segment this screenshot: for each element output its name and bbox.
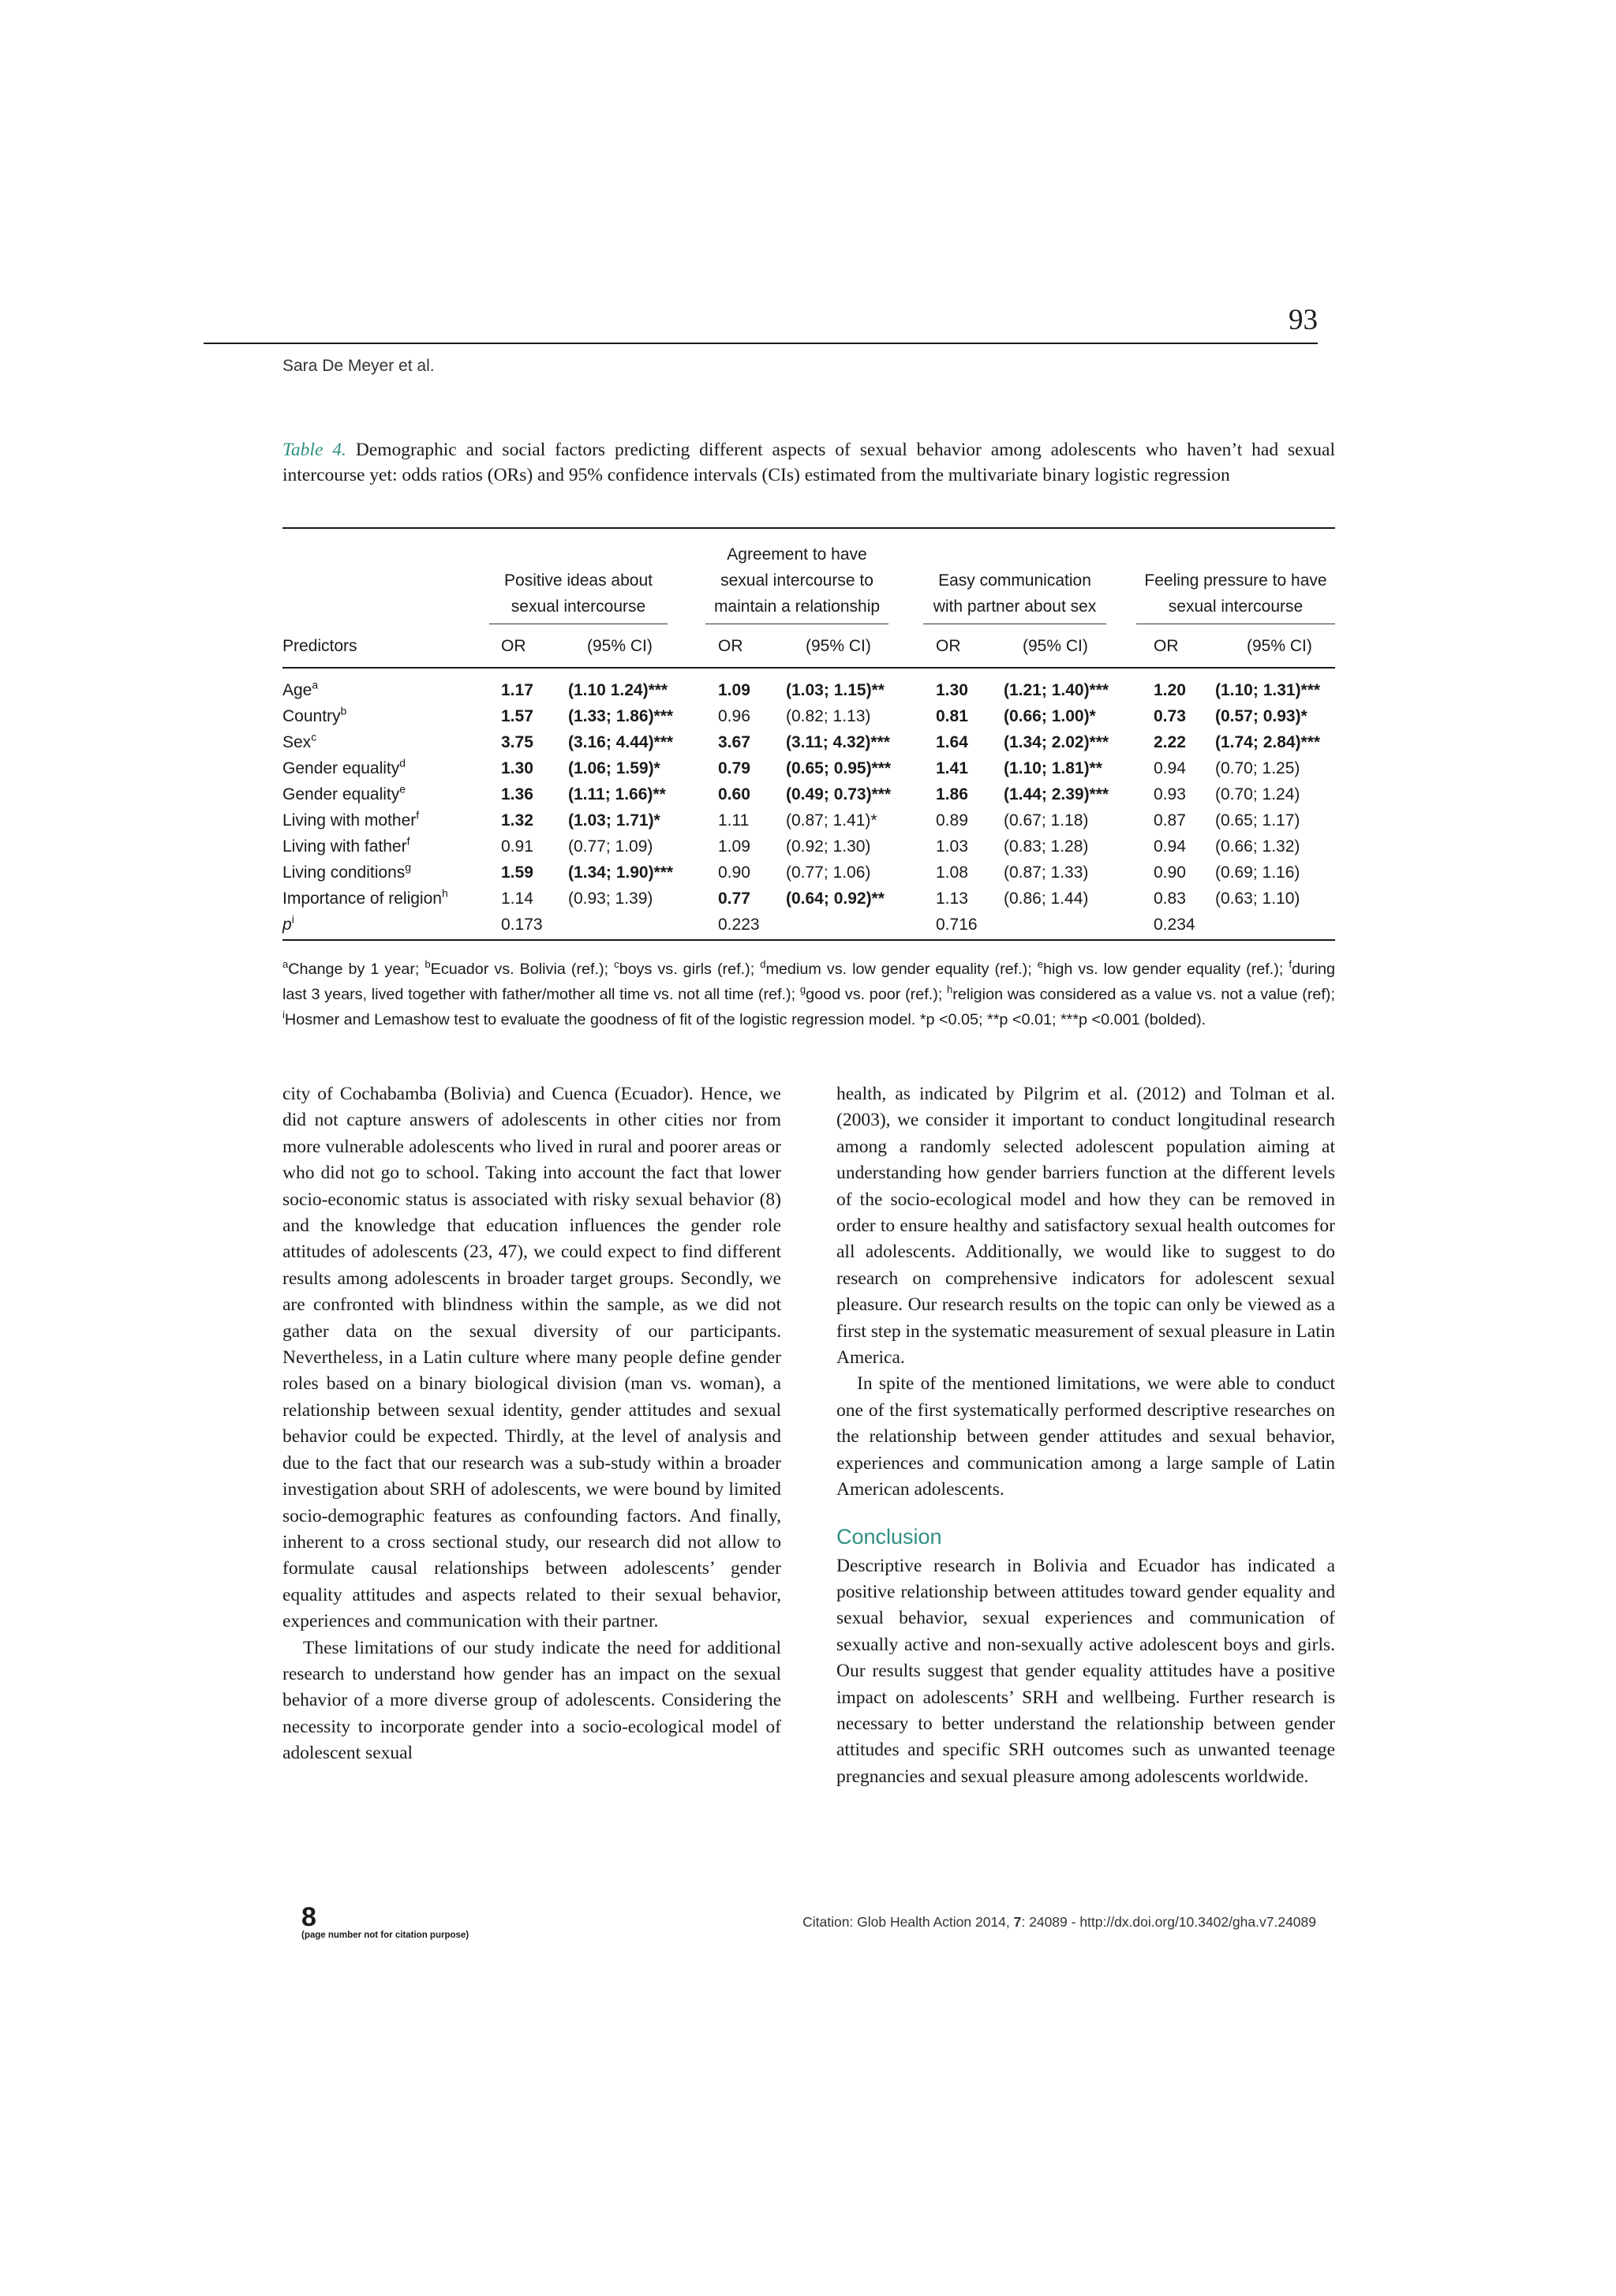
or-value: 1.03 — [936, 837, 968, 856]
table-row — [282, 781, 1335, 807]
predictor-label — [282, 912, 294, 938]
ci-value: (0.86; 1.44) — [1004, 890, 1089, 908]
or-value: 1.14 — [501, 890, 533, 908]
table-row — [282, 677, 1335, 703]
footnote-mark: h — [947, 983, 953, 996]
or-value: 1.17 — [501, 681, 533, 699]
or-value: 0.60 — [718, 785, 750, 803]
conclusion-paragraph: Descriptive research in Bolivia and Ecuador has indicated a positive relationship between attitudes toward gender equality and sexual behavior, sexual experiences and communication of sexually active and non-sexually active adolescent boys and girls. Our results suggest that gender equality attitudes have a positive impact on adolescents’ SRH and wellbeing. Further research is necessary to better understand the relationship between gender attitudes and specific SRH outcomes such as unwanted teenage pregnancies and sexual pleasure among adolescents worldwide. — [836, 1555, 1335, 1787]
group-header-line: maintain a relationship — [713, 597, 881, 616]
column-header-row — [282, 633, 1335, 659]
footnote-text: Change by 1 year; — [288, 961, 425, 978]
footer-citation — [748, 1914, 1316, 1931]
ci-value: (1.06; 1.59)* — [568, 759, 660, 777]
or-value: 3.75 — [501, 733, 533, 751]
ci-value: (0.65; 1.17) — [1215, 811, 1300, 830]
or-value: 1.41 — [936, 759, 968, 777]
table-row — [282, 886, 1335, 912]
group-header-line: sexual intercourse — [1168, 597, 1304, 616]
group-header-pressure — [1136, 541, 1335, 620]
table-caption-text: Demographic and social factors predicting different aspects of sexual behavior among adolescents who haven’t had sexual intercourse yet: odds ratios (ORs) and 95% confidence intervals (CIs) estimated from the multivariate binary logistic regression — [282, 440, 1336, 485]
ci-value: (0.87; 1.41)* — [786, 811, 877, 830]
footnote-mark: b — [425, 958, 431, 971]
or-value: 0.223 — [718, 916, 760, 934]
ci-value: (0.66; 1.32) — [1215, 837, 1300, 856]
group-header-line: Feeling pressure to have — [1144, 571, 1327, 590]
predictor-label — [282, 781, 406, 807]
predictor-label-text: Country — [282, 707, 341, 725]
or-header: OR — [501, 637, 526, 655]
ci-value: (0.67; 1.18) — [1004, 811, 1089, 830]
predictor-footnote-mark: f — [406, 834, 410, 848]
or-value: 0.73 — [1154, 707, 1186, 725]
predictor-label — [282, 729, 316, 755]
or-value: 0.716 — [936, 916, 978, 934]
ci-value: (1.03; 1.15)** — [786, 681, 885, 699]
ci-value: (0.57; 0.93)* — [1215, 707, 1307, 725]
predictor-footnote-mark: d — [399, 756, 406, 770]
ci-header: (95% CI) — [1023, 637, 1088, 655]
ci-value: (1.34; 2.02)*** — [1004, 733, 1109, 751]
ci-value: (1.74; 2.84)*** — [1215, 733, 1321, 751]
ci-value: (1.21; 1.40)*** — [1004, 681, 1109, 699]
or-value: 1.64 — [936, 733, 968, 751]
body-paragraph: health, as indicated by Pilgrim et al. (2012) and Tolman et al. (2003), we consider it important to conduct longitudinal research among a randomly selected adolescent population aiming at understanding how gender barriers function at the different levels of the socio-ecological model and how they can be removed in order to ensure healthy and satisfactory sexual health outcomes for all adolescents. Additionally, we would like to suggest to do research on comprehensive indicators for adolescent sexual pleasure. Our research results on the topic can only be viewed as a first step in the systematic measurement of sexual pleasure in Latin America. — [836, 1084, 1335, 1369]
footnote-text: religion was considered as a value vs. not a value (ref); — [952, 986, 1335, 1003]
or-value: 1.30 — [936, 681, 968, 699]
ci-value: (0.77; 1.06) — [786, 863, 871, 882]
body-column-right — [836, 1081, 1335, 1790]
table-row — [282, 833, 1335, 860]
footnote-text: medium vs. low gender equality (ref.); — [765, 961, 1038, 978]
or-value: 2.22 — [1154, 733, 1186, 751]
or-header: OR — [936, 637, 961, 655]
ci-value: (1.10; 1.31)*** — [1215, 681, 1321, 699]
footnote-text: Ecuador vs. Bolivia (ref.); — [430, 961, 615, 978]
predictor-label — [282, 703, 346, 729]
or-value: 0.90 — [1154, 863, 1186, 882]
table-caption-label: Table 4. — [282, 440, 346, 460]
ci-header: (95% CI) — [806, 637, 871, 655]
or-value: 0.79 — [718, 759, 750, 777]
footnote-text: during last 3 years, lived together with father/mother all time vs. not all time (ref.); — [282, 961, 1335, 1003]
group-header-line: sexual intercourse to — [720, 571, 873, 590]
footnote-mark: g — [799, 983, 806, 996]
body-paragraph: In spite of the mentioned limitations, we were able to conduct one of the first systematically performed descriptive researches on the relationship between gender attitudes and sexual behavior, experiences and communication among a large sample of Latin American adolescents. — [836, 1373, 1335, 1500]
ci-value: (0.49; 0.73)*** — [786, 785, 892, 803]
or-value: 0.90 — [718, 863, 750, 882]
footnote-mark: f — [1289, 958, 1292, 971]
group-header-line — [489, 541, 668, 567]
or-value: 0.96 — [718, 707, 750, 725]
footnote-text: good vs. poor (ref.); — [806, 986, 948, 1003]
section-heading-conclusion: Conclusion — [836, 1524, 942, 1549]
predictor-footnote-mark: g — [405, 860, 411, 874]
table-row — [282, 755, 1335, 781]
or-value: 1.11 — [718, 811, 750, 830]
ci-value: (1.33; 1.86)*** — [568, 707, 674, 725]
or-value: 0.94 — [1154, 837, 1186, 856]
group-header-line — [1136, 541, 1335, 567]
or-value: 1.30 — [501, 759, 533, 777]
or-value: 0.87 — [1154, 811, 1186, 830]
ci-value: (0.63; 1.10) — [1215, 890, 1300, 908]
footnote-mark: d — [760, 958, 766, 971]
table-bottom-rule — [282, 939, 1335, 941]
ci-value: (0.93; 1.39) — [568, 890, 653, 908]
predictor-label-text: Gender equality — [282, 759, 400, 777]
ci-value: (0.87; 1.33) — [1004, 863, 1089, 882]
or-value: 0.77 — [718, 890, 750, 908]
or-value: 0.234 — [1154, 916, 1195, 934]
or-value: 0.83 — [1154, 890, 1186, 908]
body-paragraph: These limitations of our study indicate the need for additional research to understand how gender has an impact on the sexual behavior of a more diverse group of adolescents. Considering the necessity to incorporate gender into a socio-ecological model of adolescent sexual — [282, 1637, 781, 1764]
or-value: 1.09 — [718, 681, 750, 699]
predictor-label-text: Importance of religion — [282, 890, 442, 908]
footnote-mark: c — [614, 958, 619, 971]
footer-page-note: (page number not for citation purpose) — [301, 1931, 469, 1940]
predictor-label-text: Age — [282, 681, 312, 699]
or-value: 0.93 — [1154, 785, 1186, 803]
or-value: 0.81 — [936, 707, 968, 725]
or-value: 1.20 — [1154, 681, 1186, 699]
or-header: OR — [1154, 637, 1179, 655]
predictor-footnote-mark: b — [340, 704, 347, 717]
predictor-label — [282, 807, 419, 833]
or-value: 0.173 — [501, 916, 543, 934]
ci-value: (1.34; 1.90)*** — [568, 863, 674, 882]
ci-value: (1.10; 1.81)** — [1004, 759, 1102, 777]
predictor-label-text: Living conditions — [282, 863, 406, 882]
ci-value: (1.44; 2.39)*** — [1004, 785, 1109, 803]
ci-value: (0.69; 1.16) — [1215, 863, 1300, 882]
group-header-line — [923, 541, 1106, 567]
body-column-left — [282, 1081, 781, 1767]
or-value: 1.09 — [718, 837, 750, 856]
page-number: 93 — [1289, 304, 1318, 336]
ci-value: (0.70; 1.24) — [1215, 785, 1300, 803]
predictor-label — [282, 860, 411, 886]
predictor-footnote-mark: a — [312, 678, 319, 691]
citation-suffix: : 24089 - http://dx.doi.org/10.3402/gha.v7.24089 — [1021, 1914, 1316, 1930]
group-header-communication — [923, 541, 1106, 620]
ci-value: (0.77; 1.09) — [568, 837, 653, 856]
or-value: 1.32 — [501, 811, 533, 830]
table-row — [282, 912, 1335, 938]
predictor-footnote-mark: c — [311, 730, 317, 743]
table-row — [282, 729, 1335, 755]
citation-volume: 7 — [1013, 1914, 1022, 1930]
table-caption — [282, 437, 1335, 488]
ci-value: (1.11; 1.66)** — [568, 785, 666, 803]
group-header-line: Easy communication — [938, 571, 1091, 590]
ci-header: (95% CI) — [1247, 637, 1312, 655]
running-author: Sara De Meyer et al. — [282, 357, 435, 375]
footnote-mark: a — [282, 958, 289, 971]
predictor-label-text: Living with mother — [282, 811, 417, 830]
table-row — [282, 703, 1335, 729]
predictor-label-text: Living with father — [282, 837, 407, 856]
predictor-label — [282, 755, 406, 781]
or-value: 1.59 — [501, 863, 533, 882]
group-header-positive-ideas — [489, 541, 668, 620]
header-rule — [204, 343, 1318, 344]
predictor-footnote-mark: i — [291, 912, 294, 926]
table-row — [282, 860, 1335, 886]
predictor-label-text: Sex — [282, 733, 312, 751]
ci-value: (0.82; 1.13) — [786, 707, 871, 725]
footnote-text: high vs. low gender equality (ref.); — [1043, 961, 1289, 978]
predictors-header: Predictors — [282, 637, 357, 655]
predictor-footnote-mark: f — [416, 808, 420, 822]
or-value: 0.94 — [1154, 759, 1186, 777]
table-footnotes — [282, 957, 1335, 1032]
or-value: 1.57 — [501, 707, 533, 725]
table-top-rule — [282, 527, 1335, 529]
or-value: 1.08 — [936, 863, 968, 882]
ci-header: (95% CI) — [587, 637, 653, 655]
body-paragraph: city of Cochabamba (Bolivia) and Cuenca (Ecuador). Hence, we did not capture answers of adolescents in other cities nor from more vulnerable adolescents who lived in rural and poorer areas or who did not go to school. Taking into account the fact that lower socio-economic status is associated with risky sexual behavior (8) and the knowledge that education influences the gender role attitudes of adolescents (23, 47), we could expect to find different results among adolescents in broader target groups. Secondly, we are confronted with blindness within the sample, as we did not gather data on the sexual diversity of our participants. Nevertheless, in a Latin culture where many people define gender roles based on a binary biological division (man vs. woman), a relationship between sexual identity, gender attitudes and sexual behavior could be expected. Thirdly, at the level of analysis and due to the fact that our research was a sub-study within a broader investigation about SRH of adolescents, we were bound by limited socio-demographic features as confounding factors. And finally, inherent to a cross sectional study, our research did not allow to formulate causal relationships between adolescents’ gender equality attitudes and aspects related to their sexual behavior, experiences and communication with their partner. — [282, 1084, 781, 1632]
or-value: 1.86 — [936, 785, 968, 803]
footnote-text: Hosmer and Lemashow test to evaluate the goodness of fit of the logistic regression model. *p <0.05; **p <0.01; ***p <0.001 (bolded). — [284, 1011, 1206, 1028]
footer-page-number: 8 — [301, 1902, 316, 1932]
table-header-rule — [282, 667, 1335, 669]
table-row — [282, 807, 1335, 833]
footnote-mark: e — [1037, 958, 1044, 971]
group-header-line: with partner about sex — [933, 597, 1097, 616]
ci-value: (1.03; 1.71)* — [568, 811, 660, 830]
or-header: OR — [718, 637, 743, 655]
group-header-line: sexual intercourse — [511, 597, 646, 616]
or-value: 1.13 — [936, 890, 968, 908]
group-header-line: Positive ideas about — [504, 571, 653, 590]
ci-value: (0.70; 1.25) — [1215, 759, 1300, 777]
footnote-text: boys vs. girls (ref.); — [619, 961, 761, 978]
group-header-agreement — [705, 541, 888, 620]
predictor-label-text: p — [282, 916, 292, 934]
predictor-label — [282, 833, 410, 860]
predictor-footnote-mark: e — [399, 782, 406, 796]
predictor-footnote-mark: h — [441, 886, 448, 900]
predictor-label — [282, 886, 448, 912]
ci-value: (3.11; 4.32)*** — [786, 733, 890, 751]
or-value: 0.89 — [936, 811, 968, 830]
ci-value: (1.10 1.24)*** — [568, 681, 668, 699]
ci-value: (0.65; 0.95)*** — [786, 759, 892, 777]
or-value: 1.36 — [501, 785, 533, 803]
or-value: 3.67 — [718, 733, 750, 751]
group-header-line: Agreement to have — [727, 545, 867, 564]
ci-value: (0.92; 1.30) — [786, 837, 871, 856]
footnote-mark: i — [282, 1009, 285, 1021]
ci-value: (0.66; 1.00)* — [1004, 707, 1096, 725]
predictor-label-text: Gender equality — [282, 785, 400, 803]
ci-value: (3.16; 4.44)*** — [568, 733, 674, 751]
ci-value: (0.64; 0.92)** — [786, 890, 885, 908]
citation-prefix: Citation: Glob Health Action 2014, — [802, 1914, 1014, 1930]
or-value: 0.91 — [501, 837, 533, 856]
predictor-label — [282, 677, 318, 703]
ci-value: (0.83; 1.28) — [1004, 837, 1089, 856]
